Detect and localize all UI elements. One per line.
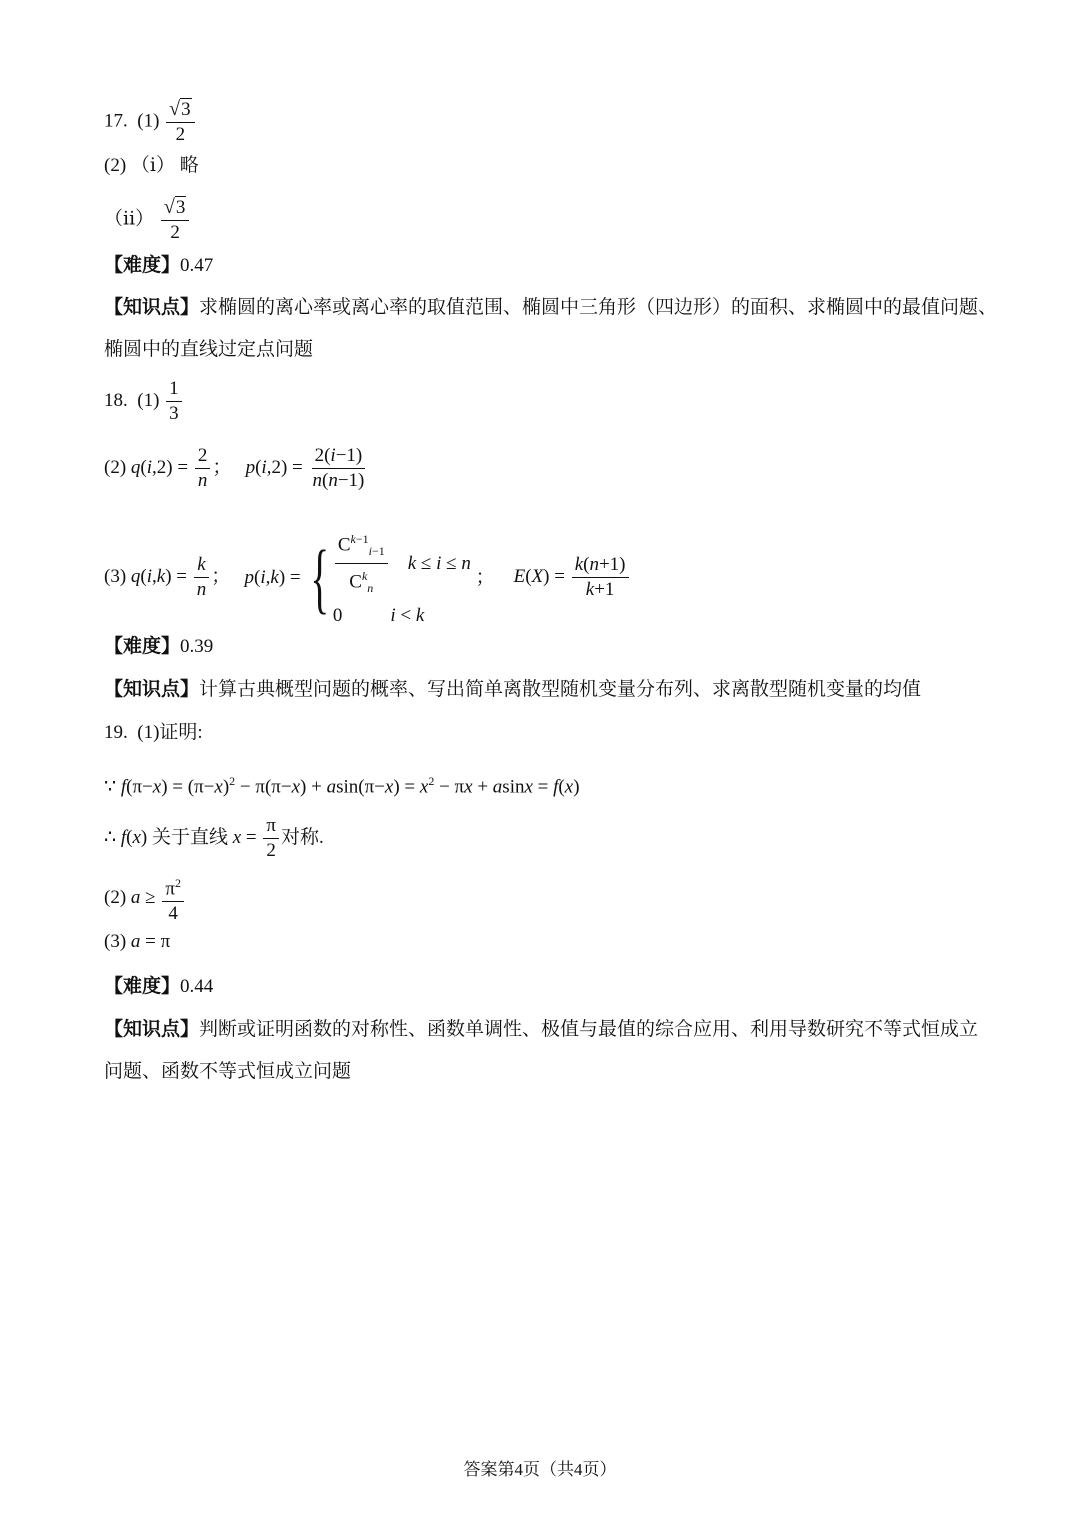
q18-part3-label: (3) — [104, 565, 127, 587]
q19-part1-label: (1)证明: — [137, 722, 203, 743]
knowledge-label: 【知识点】 — [104, 1019, 200, 1040]
q17-part2 — [104, 155, 199, 177]
q19-part3-label: (3) — [104, 931, 127, 952]
q18-part1-label: (1) — [137, 389, 160, 411]
q19-part2-label: (2) — [104, 887, 127, 909]
q18-part2 — [104, 445, 369, 492]
q18-part3-p: p ( i , k ) = { $\frac{C^{k-1}_{i-1}}{C^k_n}$ k ≤ i ≤ n 0 i < k ； — [245, 528, 495, 627]
knowledge-text-1: 求椭圆的离心率或离心率的取值范围、椭圆中三角形（四边形）的面积、求椭圆中的最值问题、 — [199, 297, 998, 318]
q19-conclusion: ∴ f(x) 关于直线 x = $\frac{\pi}{2}$ 对称. — [104, 815, 324, 861]
knowledge-text-1: 计算古典概型问题的概率、写出简单离散型随机变量分布列、求离散型随机变量的均值 — [199, 679, 922, 700]
q18-part2-label: (2) — [104, 456, 127, 478]
q17-part2-i-answer: 略 — [179, 155, 199, 176]
difficulty-value: 0.44 — [180, 976, 214, 997]
q19-part3: (3) a = π — [104, 931, 171, 952]
q19-knowledge-points — [104, 1019, 978, 1041]
difficulty-value: 0.47 — [180, 255, 214, 276]
knowledge-text-2: 问题、函数不等式恒成立问题 — [104, 1061, 352, 1082]
difficulty-label: 【难度】 — [104, 636, 181, 657]
q19-conclusion-tail: 对称. — [280, 826, 324, 848]
q17-knowledge-points-cont — [104, 339, 313, 361]
page-footer: 答案第4页（共4页） — [463, 1460, 617, 1479]
q18-part3-expectation: E(X) = $\frac{k(n+1)}{k+1}$ — [514, 566, 631, 587]
knowledge-text-2: 椭圆中的直线过定点问题 — [104, 339, 314, 360]
q17-part2-label: (2) — [104, 155, 127, 176]
q19-difficulty — [104, 976, 213, 998]
q17-number: 17. — [104, 110, 128, 132]
q17-part1 — [104, 98, 197, 146]
knowledge-text-1: 判断或证明函数的对称性、函数单调性、极值与最值的综合应用、利用导数研究不等式恒成立 — [199, 1019, 979, 1040]
q18-part3-q: q(i,k) = $\frac{k}{n}$ ； — [130, 554, 236, 601]
difficulty-value: 0.39 — [180, 636, 214, 657]
q19-proof-line: ∵ $f(\pi-x) = (\pi-x)^2 - \pi(\pi-x) + asin(\pi-x) = x^2 - \pi x + asinx = f(x)$ — [104, 774, 580, 798]
difficulty-label: 【难度】 — [104, 255, 181, 276]
q18-number: 18. — [104, 389, 128, 411]
q17-part2-i-label: （ⅰ） — [130, 155, 175, 176]
knowledge-label: 【知识点】 — [104, 297, 200, 318]
q18-part1 — [104, 378, 184, 425]
q17-knowledge-points — [104, 297, 997, 319]
q19-part2: (2) a ≥ $\frac{\pi^2}{4}$ — [104, 872, 186, 925]
q19-knowledge-points-cont — [104, 1061, 351, 1083]
q18-part3 — [104, 528, 631, 627]
q19-part1 — [104, 722, 203, 744]
q17-part2-ii-label: （ⅱ） — [104, 208, 155, 230]
q18-part2-p: p(i,2) = $\frac{2(i-1)}{n(n-1)}$ — [245, 445, 365, 491]
q17-part1-label: (1) — [137, 110, 160, 132]
knowledge-label: 【知识点】 — [104, 679, 200, 700]
q18-part1-answer: $\frac{1}{3}$ — [166, 378, 182, 425]
q17-part1-answer: $\frac{√3}{2}$ — [166, 98, 194, 146]
q18-knowledge-points — [104, 679, 921, 701]
q17-part2-ii — [104, 196, 191, 244]
q18-part2-q: q(i,2) = $\frac{2}{n}$ ； — [130, 445, 237, 491]
difficulty-label: 【难度】 — [104, 976, 181, 997]
q17-difficulty — [104, 255, 213, 277]
q17-part2-ii-answer: $\frac{√3}{2}$ — [161, 196, 189, 244]
q19-number: 19. — [104, 722, 128, 743]
q18-difficulty — [104, 636, 213, 658]
